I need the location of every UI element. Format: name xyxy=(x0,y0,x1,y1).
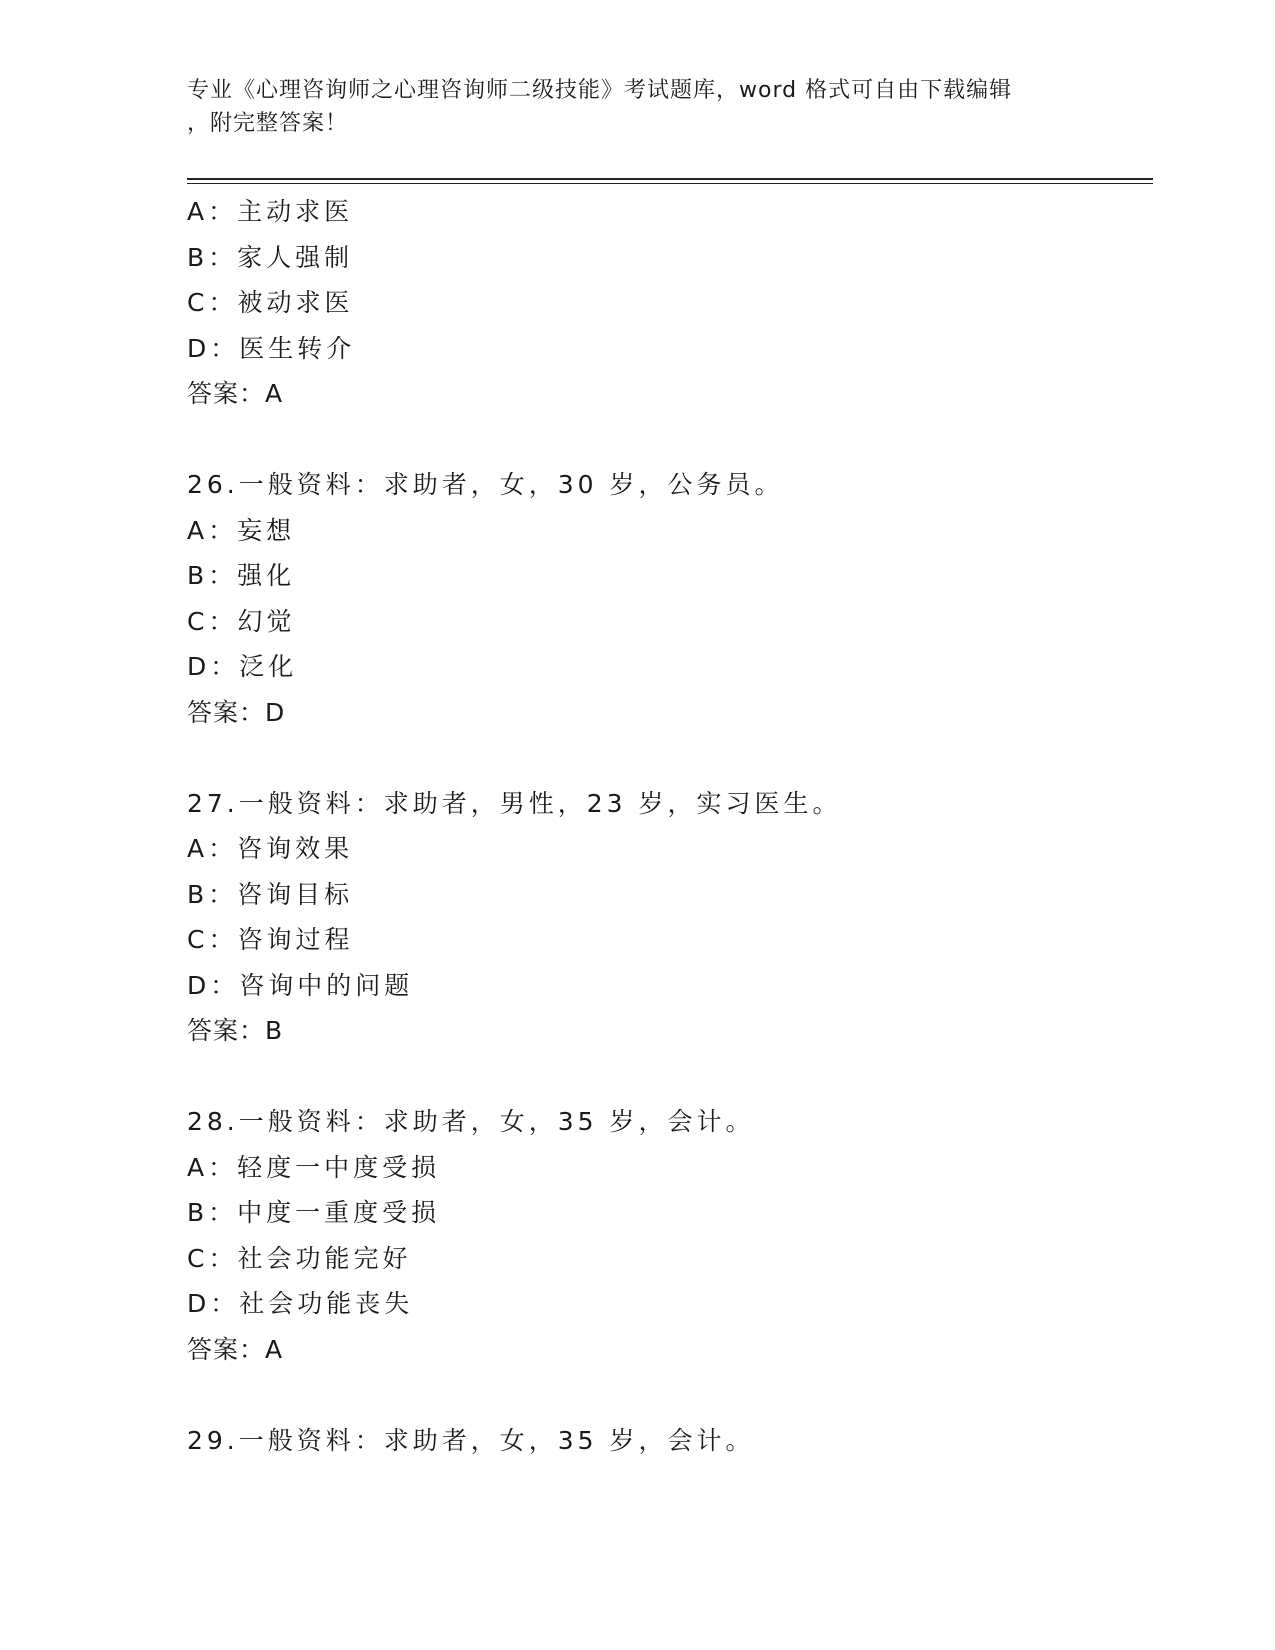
option-a: A：轻度一中度受损 xyxy=(187,1152,441,1182)
option-b: B：咨询目标 xyxy=(187,879,354,909)
answer-line: 答案：B xyxy=(187,1016,284,1045)
question-stem: 28.一般资料：求助者，女，35 岁，会计。 xyxy=(187,1107,755,1136)
option-c: C：被动求医 xyxy=(187,288,354,317)
option-a: A：咨询效果 xyxy=(187,834,354,863)
option-b: B：强化 xyxy=(187,561,296,590)
option-c: C：幻觉 xyxy=(187,606,296,636)
question-stem: 29.一般资料：求助者，女，35 岁，会计。 xyxy=(187,1425,755,1455)
option-a: A：妄想 xyxy=(187,515,296,545)
option-b: B：家人强制 xyxy=(187,242,354,272)
option-d: D：泛化 xyxy=(187,652,298,681)
answer-line: 答案：A xyxy=(187,1334,284,1364)
spacer xyxy=(187,1372,1153,1418)
spacer xyxy=(187,1054,1153,1100)
header-line-2: ，附完整答案！ xyxy=(187,111,349,136)
document-header xyxy=(187,74,1087,140)
option-c: C：社会功能完好 xyxy=(187,1243,412,1273)
question-list xyxy=(187,189,1153,1463)
spacer xyxy=(187,417,1153,463)
option-a: A：主动求医 xyxy=(187,197,354,226)
spacer xyxy=(187,735,1153,781)
question-25-tail xyxy=(187,189,1153,417)
question-stem: 26.一般资料：求助者，女，30 岁，公务员。 xyxy=(187,470,784,499)
option-c: C：咨询过程 xyxy=(187,925,354,954)
option-d: D：医生转介 xyxy=(187,333,356,363)
option-d: D：咨询中的问题 xyxy=(187,970,414,1000)
question-26 xyxy=(187,462,1153,735)
option-b: B：中度一重度受损 xyxy=(187,1198,441,1227)
header-divider-thin xyxy=(187,183,1153,184)
option-d: D：社会功能丧失 xyxy=(187,1289,414,1318)
question-28 xyxy=(187,1099,1153,1372)
answer-line: 答案：A xyxy=(187,379,284,408)
question-29 xyxy=(187,1418,1153,1464)
answer-line: 答案：D xyxy=(187,697,286,727)
question-27 xyxy=(187,781,1153,1054)
header-line-1: 专业《心理咨询师之心理咨询师二级技能》考试题库，word 格式可自由下载编辑 xyxy=(187,78,1013,103)
header-divider-thick xyxy=(187,178,1153,180)
question-stem: 27.一般资料：求助者，男性，23 岁，实习医生。 xyxy=(187,788,842,818)
